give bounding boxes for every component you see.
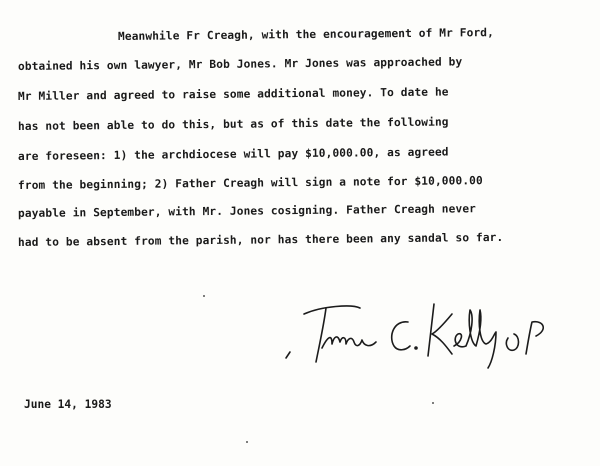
scan-speck — [203, 295, 205, 297]
paragraph-line-4: has not been able to do this, but as of this date the following — [17, 115, 449, 133]
scan-speck — [432, 402, 434, 404]
paragraph-line-2: obtained his own lawyer, Mr Bob Jones. Mr Jones was approached by — [17, 55, 463, 73]
scan-speck — [246, 441, 248, 443]
paragraph-line-5: are foreseen: 1) the archdiocese will pay $10,000.00, as agreed — [17, 145, 449, 163]
paragraph-line-8: had to be absent from the parish, nor has there been any sandal so far. — [17, 230, 504, 249]
handwritten-signature — [282, 292, 562, 372]
letter-date: June 14, 1983 — [24, 398, 112, 411]
paragraph-line-6: from the beginning; 2) Father Creagh will sign a note for $10,000.00 — [17, 174, 483, 192]
paragraph-line-7: payable in September, with Mr. Jones cosigning. Father Creagh never — [17, 202, 477, 220]
paragraph-line-1: Meanwhile Fr Creagh, with the encouragement of Mr Ford, — [117, 26, 495, 43]
paragraph-line-3: Mr Miller and agreed to raise some additional money. To date he — [17, 85, 449, 103]
